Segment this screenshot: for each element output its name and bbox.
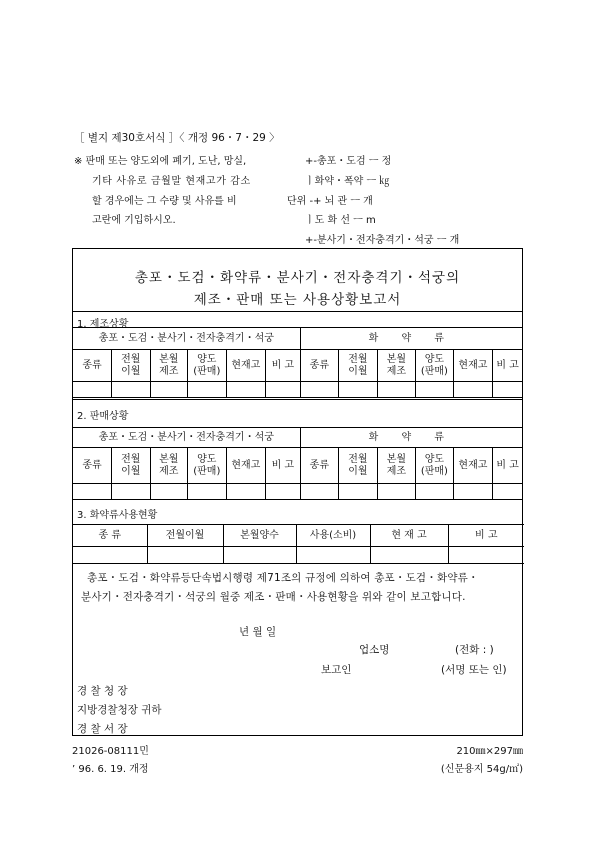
table-row[interactable] <box>73 547 524 564</box>
report-form <box>72 248 523 736</box>
col-transfer: 양도 (판매) <box>416 350 453 382</box>
explosive-use-table <box>73 524 524 564</box>
unit-line-5: +-분사기・전자충격기・석궁 ㅡ 개 <box>305 235 460 246</box>
col-stock: 현재고 <box>453 448 493 484</box>
table-row[interactable] <box>73 382 522 398</box>
column-header-row <box>73 350 522 382</box>
col-remark: 비 고 <box>266 350 300 382</box>
unit-line-2: ㅣ화약・폭약 ㅡ ㎏ <box>305 176 390 187</box>
form-title-line-1: 총포・도검・화약류・분사기・전자충격기・석궁의 <box>134 270 461 286</box>
addressee-police-station: 경 찰 서 장 <box>77 723 128 735</box>
col-kind: 종 류 <box>73 525 147 547</box>
col-remark: 비 고 <box>493 448 522 484</box>
addressee-provincial-police: 지방경찰청장 귀하 <box>77 704 162 716</box>
column-header-row <box>73 525 524 547</box>
col-month-made: 본월 제조 <box>377 350 416 382</box>
col-prev-carryover: 전월이월 <box>147 525 223 547</box>
instruction-note-line-1: ※ 판매 또는 양도외에 폐기, 도난, 망실, <box>74 156 247 167</box>
form-title-line-2: 제조・판매 또는 사용상황보고서 <box>193 292 402 308</box>
col-stock: 현재고 <box>226 350 266 382</box>
unit-line-4: ㅣ도 화 선 ㅡ m <box>305 215 376 226</box>
col-kind: 종류 <box>73 350 112 382</box>
col-month-made: 본월 제조 <box>377 448 416 484</box>
col-prev-carryover: 전월 이월 <box>112 350 151 382</box>
manufacturing-table <box>73 327 522 398</box>
report-statement: 총포・도검・화약류등단속법시행령 제71조의 규정에 의하여 총포・도검・화약류・ 분사기・전자충격기・석궁의 월중 제조・판매・사용현황을 위와 같이 보고합니다. <box>81 572 479 603</box>
col-kind: 종류 <box>73 448 112 484</box>
addressee-police-commissioner: 경 찰 청 장 <box>77 685 128 697</box>
col-remark: 비 고 <box>448 525 524 547</box>
col-remark: 비 고 <box>493 350 522 382</box>
paper-size: 210㎜×297㎜ <box>456 746 523 757</box>
form-code: 21026-08111민 <box>72 746 149 757</box>
form-number-label: ［ 별지 제30호서식 ］〈 개정 96・7・29 〉 <box>74 132 280 144</box>
reporter-label: 보고인 <box>321 664 352 676</box>
category-explosives-header: 화 약 류 <box>300 428 522 448</box>
instruction-note-line-4: 고란에 기입하시오. <box>92 215 176 226</box>
sales-table <box>73 427 522 500</box>
report-date-line: 년 월 일 <box>239 626 277 638</box>
signature-label: (서명 또는 인) <box>441 664 507 676</box>
divider <box>73 399 522 400</box>
instruction-note-line-2: 기타 사유로 금월말 현재고가 감소 <box>92 176 251 187</box>
unit-line-3: 단위 -+ 뇌 관 ㅡ 개 <box>287 196 373 207</box>
col-kind: 종류 <box>300 350 339 382</box>
col-prev-carryover: 전월 이월 <box>112 448 151 484</box>
column-header-row <box>73 448 522 484</box>
col-kind: 종류 <box>300 448 339 484</box>
col-transfer: 양도 (판매) <box>188 350 227 382</box>
col-stock: 현 재 고 <box>370 525 448 547</box>
section-explosive-use-label: 3. 화약류사용현황 <box>77 510 158 521</box>
paper-type: (신문용지 54g/㎡) <box>440 764 523 775</box>
phone-label: (전화 : ) <box>455 644 494 656</box>
category-weapons-header: 총포・도검・분사기・전자충격기・석궁 <box>73 328 300 350</box>
col-month-made: 본월 제조 <box>150 350 187 382</box>
section-manufacturing-label: 1. 제조상황 <box>77 319 129 330</box>
revision-date: ’ 96. 6. 19. 개정 <box>72 764 149 775</box>
col-stock: 현재고 <box>453 350 493 382</box>
col-used: 사용(소비) <box>296 525 370 547</box>
category-explosives-header: 화 약 류 <box>300 328 522 350</box>
col-prev-carryover: 전월 이월 <box>339 448 378 484</box>
category-weapons-header: 총포・도검・분사기・전자충격기・석궁 <box>73 428 300 448</box>
instruction-note-line-3: 할 경우에는 그 수량 및 사유를 비 <box>92 196 237 207</box>
unit-line-1: +-총포・도검 ㅡ 정 <box>305 156 392 167</box>
divider <box>73 311 522 312</box>
col-prev-carryover: 전월 이월 <box>339 350 378 382</box>
col-month-made: 본월 제조 <box>150 448 187 484</box>
company-name-label: 업소명 <box>359 644 390 656</box>
col-remark: 비 고 <box>266 448 300 484</box>
col-stock: 현재고 <box>226 448 266 484</box>
table-row[interactable] <box>73 484 522 500</box>
col-received: 본월양수 <box>223 525 296 547</box>
section-sales-label: 2. 판매상황 <box>77 411 129 422</box>
col-transfer: 양도 (판매) <box>188 448 227 484</box>
col-transfer: 양도 (판매) <box>416 448 453 484</box>
